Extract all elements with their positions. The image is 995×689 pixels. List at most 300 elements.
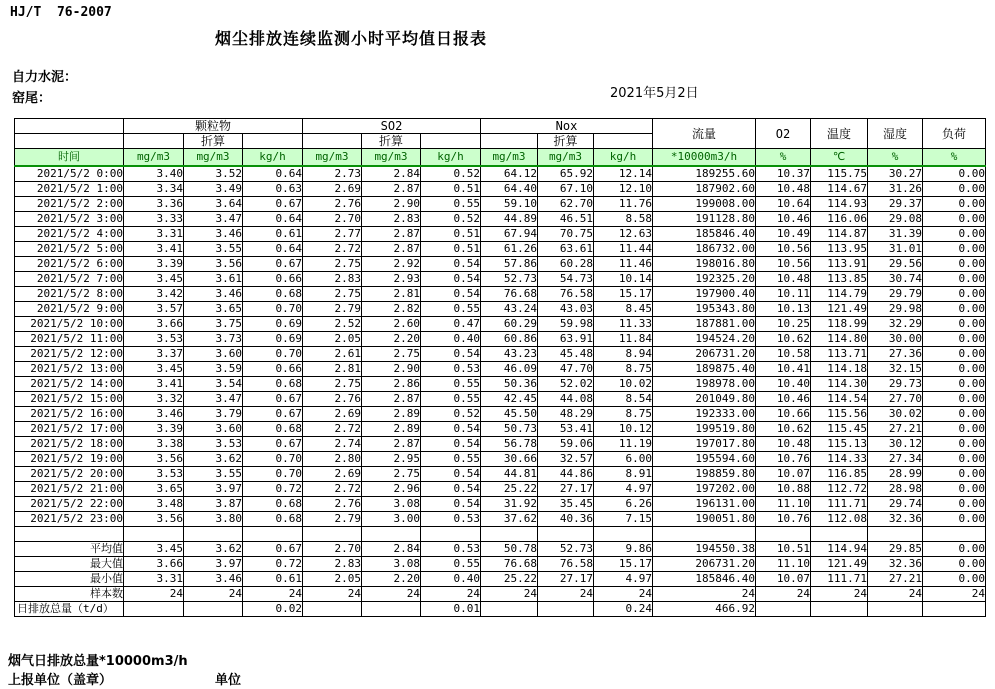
value-cell: 8.94 xyxy=(594,347,653,362)
value-cell xyxy=(538,527,594,542)
value-cell: 60.29 xyxy=(481,317,538,332)
table-row xyxy=(15,302,986,317)
value-cell: 113.85 xyxy=(811,272,868,287)
value-cell: 0.69 xyxy=(243,332,303,347)
unit-cell: % xyxy=(868,149,923,167)
value-cell: 3.08 xyxy=(362,557,421,572)
value-cell: 3.42 xyxy=(124,287,184,302)
value-cell: 65.92 xyxy=(538,166,594,182)
value-cell: 60.28 xyxy=(538,257,594,272)
value-cell: 0.68 xyxy=(243,512,303,527)
value-cell: 0.40 xyxy=(421,332,481,347)
value-cell: 11.10 xyxy=(756,557,811,572)
value-cell: 2.87 xyxy=(362,437,421,452)
value-cell: 10.66 xyxy=(756,407,811,422)
value-cell: 3.62 xyxy=(184,452,243,467)
unit-cell: mg/m3 xyxy=(184,149,243,167)
value-cell: 2.82 xyxy=(362,302,421,317)
value-cell: 2.79 xyxy=(303,512,362,527)
row-label-cell: 2021/5/2 0:00 xyxy=(15,166,124,182)
value-cell: 59.98 xyxy=(538,317,594,332)
value-cell: 0.00 xyxy=(923,437,986,452)
value-cell: 10.40 xyxy=(756,377,811,392)
value-cell: 198978.00 xyxy=(653,377,756,392)
value-cell: 115.56 xyxy=(811,407,868,422)
value-cell: 3.56 xyxy=(124,452,184,467)
value-cell xyxy=(124,527,184,542)
value-cell: 3.33 xyxy=(124,212,184,227)
value-cell xyxy=(756,602,811,617)
value-cell xyxy=(124,602,184,617)
group-humidity: 湿度 xyxy=(868,119,923,149)
value-cell: 2.92 xyxy=(362,257,421,272)
value-cell: 3.38 xyxy=(124,437,184,452)
value-cell: 189255.60 xyxy=(653,166,756,182)
value-cell: 114.18 xyxy=(811,362,868,377)
value-cell: 3.97 xyxy=(184,557,243,572)
value-cell: 113.91 xyxy=(811,257,868,272)
unit-label: 单位 xyxy=(215,673,242,688)
row-label-cell: 2021/5/2 1:00 xyxy=(15,182,124,197)
value-cell: 2.70 xyxy=(303,542,362,557)
value-cell: 2.84 xyxy=(362,542,421,557)
value-cell: 0.68 xyxy=(243,287,303,302)
value-cell: 30.66 xyxy=(481,452,538,467)
value-cell: 114.30 xyxy=(811,377,868,392)
value-cell: 0.67 xyxy=(243,392,303,407)
group-nox: Nox xyxy=(481,119,653,134)
value-cell: 0.00 xyxy=(923,422,986,437)
value-cell xyxy=(653,527,756,542)
value-cell: 0.01 xyxy=(421,602,481,617)
value-cell xyxy=(362,527,421,542)
value-cell: 2.72 xyxy=(303,482,362,497)
value-cell: 0.53 xyxy=(421,542,481,557)
value-cell: 10.11 xyxy=(756,287,811,302)
unit-cell: *10000m3/h xyxy=(653,149,756,167)
value-cell: 3.62 xyxy=(184,542,243,557)
value-cell: 3.49 xyxy=(184,182,243,197)
value-cell: 24 xyxy=(653,587,756,602)
value-cell: 0.24 xyxy=(594,602,653,617)
value-cell: 3.64 xyxy=(184,197,243,212)
value-cell: 0.00 xyxy=(923,482,986,497)
report-unit-line xyxy=(8,669,608,688)
value-cell: 0.51 xyxy=(421,182,481,197)
value-cell: 15.17 xyxy=(594,287,653,302)
value-cell: 0.00 xyxy=(923,572,986,587)
value-cell xyxy=(756,527,811,542)
value-cell: 8.54 xyxy=(594,392,653,407)
value-cell: 3.55 xyxy=(184,242,243,257)
row-label-cell: 2021/5/2 5:00 xyxy=(15,242,124,257)
value-cell: 24 xyxy=(923,587,986,602)
value-cell: 0.00 xyxy=(923,287,986,302)
value-cell: 197900.40 xyxy=(653,287,756,302)
value-cell: 2.83 xyxy=(362,212,421,227)
row-label-cell: 2021/5/2 17:00 xyxy=(15,422,124,437)
value-cell: 3.79 xyxy=(184,407,243,422)
value-cell: 2.73 xyxy=(303,166,362,182)
value-cell: 9.86 xyxy=(594,542,653,557)
value-cell: 62.70 xyxy=(538,197,594,212)
value-cell: 0.52 xyxy=(421,407,481,422)
value-cell: 2.60 xyxy=(362,317,421,332)
value-cell: 0.54 xyxy=(421,272,481,287)
table-row xyxy=(15,197,986,212)
value-cell: 3.53 xyxy=(184,437,243,452)
value-cell: 30.02 xyxy=(868,407,923,422)
value-cell: 24 xyxy=(538,587,594,602)
value-cell: 3.36 xyxy=(124,197,184,212)
value-cell: 8.75 xyxy=(594,362,653,377)
value-cell: 64.12 xyxy=(481,166,538,182)
value-cell: 67.10 xyxy=(538,182,594,197)
group-header-row xyxy=(15,119,986,134)
value-cell: 46.09 xyxy=(481,362,538,377)
value-cell: 27.34 xyxy=(868,452,923,467)
value-cell xyxy=(868,602,923,617)
value-cell: 3.08 xyxy=(362,497,421,512)
value-cell: 3.45 xyxy=(124,542,184,557)
value-cell: 0.55 xyxy=(421,557,481,572)
value-cell: 111.71 xyxy=(811,572,868,587)
value-cell: 29.37 xyxy=(868,197,923,212)
value-cell: 0.68 xyxy=(243,377,303,392)
value-cell: 10.76 xyxy=(756,512,811,527)
value-cell: 3.75 xyxy=(184,317,243,332)
value-cell: 3.37 xyxy=(124,347,184,362)
value-cell: 11.19 xyxy=(594,437,653,452)
value-cell: 10.07 xyxy=(756,572,811,587)
units-header-row xyxy=(15,149,986,167)
value-cell: 44.86 xyxy=(538,467,594,482)
value-cell: 56.78 xyxy=(481,437,538,452)
value-cell: 0.68 xyxy=(243,497,303,512)
value-cell: 32.36 xyxy=(868,557,923,572)
value-cell: 60.86 xyxy=(481,332,538,347)
row-label-cell: 2021/5/2 19:00 xyxy=(15,452,124,467)
value-cell: 3.54 xyxy=(184,377,243,392)
row-label-cell xyxy=(15,527,124,542)
value-cell: 11.84 xyxy=(594,332,653,347)
value-cell: 111.71 xyxy=(811,497,868,512)
value-cell: 2.75 xyxy=(362,347,421,362)
value-cell: 24 xyxy=(421,587,481,602)
value-cell: 3.66 xyxy=(124,317,184,332)
value-cell: 29.74 xyxy=(868,497,923,512)
value-cell: 3.46 xyxy=(184,572,243,587)
value-cell: 24 xyxy=(124,587,184,602)
value-cell: 0.00 xyxy=(923,182,986,197)
value-cell: 31.92 xyxy=(481,497,538,512)
value-cell xyxy=(243,527,303,542)
value-cell: 10.49 xyxy=(756,227,811,242)
value-cell: 53.41 xyxy=(538,422,594,437)
value-cell: 0.00 xyxy=(923,512,986,527)
group-temp: 温度 xyxy=(811,119,868,149)
value-cell: 116.85 xyxy=(811,467,868,482)
value-cell: 70.75 xyxy=(538,227,594,242)
value-cell: 43.23 xyxy=(481,347,538,362)
row-label-cell: 2021/5/2 4:00 xyxy=(15,227,124,242)
value-cell: 63.61 xyxy=(538,242,594,257)
pm-converted-label: 折算 xyxy=(184,134,243,149)
table-row xyxy=(15,227,986,242)
value-cell: 10.02 xyxy=(594,377,653,392)
value-cell: 3.46 xyxy=(184,227,243,242)
value-cell: 195343.80 xyxy=(653,302,756,317)
value-cell: 12.10 xyxy=(594,182,653,197)
value-cell: 10.48 xyxy=(756,437,811,452)
table-row xyxy=(15,512,986,527)
value-cell: 29.73 xyxy=(868,377,923,392)
row-label-cell: 2021/5/2 14:00 xyxy=(15,377,124,392)
value-cell: 44.81 xyxy=(481,467,538,482)
value-cell: 3.48 xyxy=(124,497,184,512)
table-row xyxy=(15,272,986,287)
value-cell: 0.54 xyxy=(421,497,481,512)
value-cell xyxy=(303,602,362,617)
report-date: 2021年5月2日 xyxy=(610,86,699,101)
value-cell: 30.12 xyxy=(868,437,923,452)
row-label-cell: 2021/5/2 8:00 xyxy=(15,287,124,302)
row-label-cell: 2021/5/2 3:00 xyxy=(15,212,124,227)
row-label-cell: 2021/5/2 7:00 xyxy=(15,272,124,287)
value-cell: 2.86 xyxy=(362,377,421,392)
value-cell: 0.40 xyxy=(421,572,481,587)
value-cell: 2.96 xyxy=(362,482,421,497)
value-cell: 25.22 xyxy=(481,572,538,587)
value-cell: 2.76 xyxy=(303,392,362,407)
value-cell: 0.55 xyxy=(421,392,481,407)
value-cell: 44.89 xyxy=(481,212,538,227)
unit-cell: kg/h xyxy=(421,149,481,167)
value-cell: 0.00 xyxy=(923,377,986,392)
value-cell: 35.45 xyxy=(538,497,594,512)
table-row xyxy=(15,587,986,602)
row-label-cell: 2021/5/2 21:00 xyxy=(15,482,124,497)
value-cell: 2.83 xyxy=(303,557,362,572)
value-cell: 2.90 xyxy=(362,197,421,212)
value-cell: 0.00 xyxy=(923,332,986,347)
value-cell: 10.76 xyxy=(756,452,811,467)
value-cell: 2.81 xyxy=(362,287,421,302)
blank-cell xyxy=(481,134,538,149)
value-cell: 32.29 xyxy=(868,317,923,332)
value-cell: 52.73 xyxy=(481,272,538,287)
value-cell: 2.79 xyxy=(303,302,362,317)
value-cell: 54.73 xyxy=(538,272,594,287)
value-cell: 6.00 xyxy=(594,452,653,467)
value-cell: 3.53 xyxy=(124,467,184,482)
value-cell: 37.62 xyxy=(481,512,538,527)
value-cell: 192333.00 xyxy=(653,407,756,422)
value-cell: 3.45 xyxy=(124,362,184,377)
value-cell xyxy=(811,602,868,617)
value-cell: 10.12 xyxy=(594,422,653,437)
value-cell: 11.46 xyxy=(594,257,653,272)
value-cell: 31.26 xyxy=(868,182,923,197)
value-cell: 3.55 xyxy=(184,467,243,482)
value-cell: 0.00 xyxy=(923,542,986,557)
table-row xyxy=(15,377,986,392)
value-cell: 3.56 xyxy=(124,512,184,527)
value-cell: 10.64 xyxy=(756,197,811,212)
value-cell: 0.67 xyxy=(243,407,303,422)
value-cell: 0.54 xyxy=(421,347,481,362)
table-row xyxy=(15,542,986,557)
value-cell: 195594.60 xyxy=(653,452,756,467)
value-cell: 0.64 xyxy=(243,212,303,227)
value-cell: 3.31 xyxy=(124,572,184,587)
station-label: 窑尾： xyxy=(12,91,52,106)
value-cell: 3.45 xyxy=(124,272,184,287)
value-cell: 0.52 xyxy=(421,166,481,182)
value-cell: 28.99 xyxy=(868,467,923,482)
value-cell xyxy=(184,602,243,617)
value-cell: 0.00 xyxy=(923,347,986,362)
value-cell: 3.65 xyxy=(184,302,243,317)
report-unit-label: 上报单位（盖章） xyxy=(8,673,113,688)
value-cell: 27.17 xyxy=(538,482,594,497)
value-cell: 185846.40 xyxy=(653,227,756,242)
value-cell xyxy=(868,527,923,542)
value-cell: 3.60 xyxy=(184,347,243,362)
table-row xyxy=(15,482,986,497)
value-cell: 112.72 xyxy=(811,482,868,497)
value-cell: 0.54 xyxy=(421,467,481,482)
value-cell: 114.87 xyxy=(811,227,868,242)
value-cell: 0.67 xyxy=(243,437,303,452)
value-cell: 0.51 xyxy=(421,227,481,242)
value-cell: 0.54 xyxy=(421,437,481,452)
value-cell: 12.14 xyxy=(594,166,653,182)
value-cell: 24 xyxy=(184,587,243,602)
group-pm: 颗粒物 xyxy=(124,119,303,134)
page-title: 烟尘排放连续监测小时平均值日报表 xyxy=(215,29,488,48)
value-cell: 2.83 xyxy=(303,272,362,287)
gas-total-label: 烟气日排放总量*10000m3/h xyxy=(8,654,188,669)
value-cell: 0.68 xyxy=(243,422,303,437)
unit-cell: % xyxy=(923,149,986,167)
unit-cell: mg/m3 xyxy=(303,149,362,167)
value-cell: 2.89 xyxy=(362,407,421,422)
value-cell: 29.56 xyxy=(868,257,923,272)
row-label-cell: 样本数 xyxy=(15,587,124,602)
value-cell xyxy=(481,527,538,542)
value-cell: 0.00 xyxy=(923,212,986,227)
value-cell: 0.72 xyxy=(243,557,303,572)
value-cell: 2.61 xyxy=(303,347,362,362)
value-cell: 3.66 xyxy=(124,557,184,572)
table-row xyxy=(15,242,986,257)
value-cell: 201049.80 xyxy=(653,392,756,407)
value-cell: 10.48 xyxy=(756,272,811,287)
row-label-cell: 2021/5/2 9:00 xyxy=(15,302,124,317)
unit-cell: mg/m3 xyxy=(481,149,538,167)
value-cell: 27.70 xyxy=(868,392,923,407)
value-cell: 2.93 xyxy=(362,272,421,287)
value-cell: 3.39 xyxy=(124,422,184,437)
table-row xyxy=(15,422,986,437)
value-cell: 2.70 xyxy=(303,212,362,227)
value-cell: 3.60 xyxy=(184,422,243,437)
value-cell: 0.00 xyxy=(923,227,986,242)
value-cell: 10.37 xyxy=(756,166,811,182)
group-flow: 流量 xyxy=(653,119,756,149)
value-cell: 3.56 xyxy=(184,257,243,272)
value-cell: 8.45 xyxy=(594,302,653,317)
value-cell: 466.92 xyxy=(653,602,756,617)
value-cell: 114.67 xyxy=(811,182,868,197)
value-cell: 194550.38 xyxy=(653,542,756,557)
value-cell: 59.10 xyxy=(481,197,538,212)
value-cell: 3.41 xyxy=(124,377,184,392)
value-cell xyxy=(481,602,538,617)
value-cell: 31.01 xyxy=(868,242,923,257)
value-cell: 3.87 xyxy=(184,497,243,512)
row-label-cell: 日排放总量（t/d） xyxy=(15,602,124,617)
value-cell: 191128.80 xyxy=(653,212,756,227)
value-cell: 32.15 xyxy=(868,362,923,377)
value-cell: 10.62 xyxy=(756,422,811,437)
value-cell: 27.21 xyxy=(868,422,923,437)
value-cell: 2.80 xyxy=(303,452,362,467)
value-cell: 185846.40 xyxy=(653,572,756,587)
value-cell: 6.26 xyxy=(594,497,653,512)
value-cell: 2.75 xyxy=(303,287,362,302)
value-cell: 121.49 xyxy=(811,557,868,572)
value-cell: 43.24 xyxy=(481,302,538,317)
value-cell: 0.00 xyxy=(923,362,986,377)
value-cell: 29.85 xyxy=(868,542,923,557)
table-row xyxy=(15,452,986,467)
value-cell: 121.49 xyxy=(811,302,868,317)
value-cell: 112.08 xyxy=(811,512,868,527)
table-row xyxy=(15,166,986,182)
value-cell: 24 xyxy=(868,587,923,602)
value-cell: 3.47 xyxy=(184,392,243,407)
group-load: 负荷 xyxy=(923,119,986,149)
value-cell: 2.72 xyxy=(303,422,362,437)
value-cell: 2.69 xyxy=(303,407,362,422)
value-cell: 115.75 xyxy=(811,166,868,182)
value-cell: 189875.40 xyxy=(653,362,756,377)
value-cell: 116.06 xyxy=(811,212,868,227)
value-cell: 45.48 xyxy=(538,347,594,362)
group-o2: O2 xyxy=(756,119,811,149)
value-cell: 4.97 xyxy=(594,572,653,587)
value-cell: 64.40 xyxy=(481,182,538,197)
unit-cell: kg/h xyxy=(243,149,303,167)
value-cell: 206731.20 xyxy=(653,347,756,362)
table-row xyxy=(15,182,986,197)
value-cell: 2.69 xyxy=(303,467,362,482)
value-cell: 42.45 xyxy=(481,392,538,407)
unit-cell: mg/m3 xyxy=(538,149,594,167)
row-label-cell: 2021/5/2 11:00 xyxy=(15,332,124,347)
value-cell: 2.74 xyxy=(303,437,362,452)
value-cell: 24 xyxy=(362,587,421,602)
time-column-header: 时间 xyxy=(15,149,124,167)
table-row xyxy=(15,257,986,272)
value-cell: 10.13 xyxy=(756,302,811,317)
data-rows xyxy=(15,166,986,617)
value-cell: 10.41 xyxy=(756,362,811,377)
table-row xyxy=(15,347,986,362)
value-cell: 0.52 xyxy=(421,212,481,227)
